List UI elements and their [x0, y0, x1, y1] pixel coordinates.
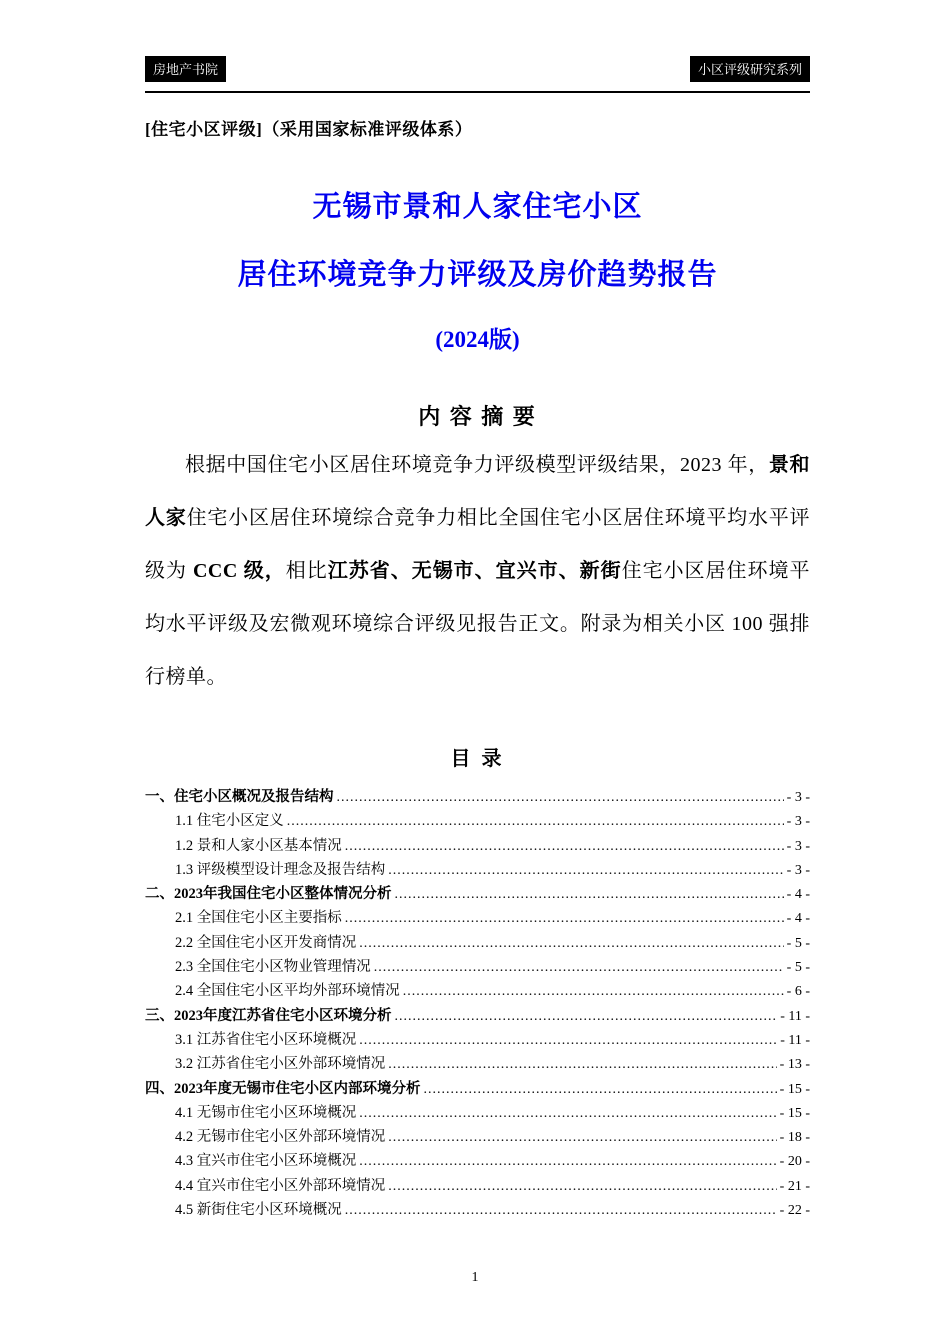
toc-item-label: 4.4 宜兴市住宅小区外部环境情况	[175, 1177, 386, 1194]
header-left-tag: 房地产书院	[145, 56, 226, 82]
toc-item-label: 2.3 全国住宅小区物业管理情况	[175, 959, 371, 976]
summary-segment: 根据中国住宅小区居住环境竞争力评级模型评级结果，2023 年，	[185, 454, 769, 476]
toc-dot-leader	[388, 1056, 776, 1073]
toc-item-label: 4.1 无锡市住宅小区环境概况	[175, 1104, 357, 1121]
summary-heading: 内 容 摘 要	[418, 404, 537, 429]
toc-row	[145, 858, 810, 882]
toc-row	[145, 931, 810, 955]
header-right-tag: 小区评级研究系列	[690, 56, 810, 82]
report-title-block	[145, 184, 810, 354]
toc-item-page: - 3 -	[786, 862, 810, 878]
toc-dot-leader	[388, 862, 783, 879]
toc-item-page: - 3 -	[786, 790, 810, 805]
toc-dot-leader	[359, 1153, 776, 1170]
summary-segment: CCC 级，	[192, 560, 286, 582]
toc-row	[145, 809, 810, 833]
header-divider	[145, 91, 810, 93]
toc-dot-leader	[345, 838, 784, 855]
toc-dot-leader	[374, 959, 784, 976]
summary-segment: 住宅小区居住环境综合竞争力相比全国住宅小区居住环境平均水平评级为	[145, 507, 811, 582]
toc-dot-leader	[359, 1105, 776, 1122]
toc-item-label: 2.2 全国住宅小区开发商情况	[175, 934, 357, 951]
toc-item-page: - 22 -	[779, 1203, 810, 1219]
toc-item-label: 3.2 江苏省住宅小区外部环境情况	[175, 1056, 386, 1073]
summary-segment: 住宅小区居住环境平均水平评级及宏微观环境综合评级见报告正文。附录为相关小区 100 强排行榜单。	[145, 560, 811, 688]
toc-item-page: - 15 -	[779, 1105, 810, 1121]
toc-item-page: - 20 -	[779, 1154, 810, 1170]
toc-item-label: 四、2023年度无锡市住宅小区内部环境分析	[145, 1080, 421, 1097]
toc-row	[145, 1052, 810, 1076]
toc-row	[145, 1174, 810, 1198]
toc-item-label: 1.2 景和人家小区基本情况	[175, 837, 342, 854]
report-title-line1: 无锡市景和人家住宅小区	[312, 191, 643, 223]
toc-item-label: 二、2023年我国住宅小区整体情况分析	[145, 886, 392, 903]
toc-dot-leader	[345, 910, 784, 927]
toc-dot-leader	[287, 813, 784, 830]
toc-item-label: 4.5 新街住宅小区环境概况	[175, 1202, 342, 1219]
toc-item-page: - 15 -	[779, 1081, 810, 1097]
toc-item-page: - 3 -	[786, 814, 810, 830]
summary-paragraph	[145, 439, 810, 704]
toc-list	[145, 785, 810, 1222]
rating-system-note: [住宅小区评级]（采用国家标准评级体系）	[145, 120, 473, 139]
toc-dot-leader	[395, 1008, 778, 1025]
toc-row	[145, 1004, 810, 1028]
toc-dot-leader	[395, 886, 784, 903]
toc-item-label: 1.1 住宅小区定义	[175, 813, 284, 830]
toc-dot-leader	[388, 1129, 776, 1146]
toc-row	[145, 1101, 810, 1125]
toc-heading: 目 录	[450, 748, 505, 770]
toc-item-label: 4.3 宜兴市住宅小区环境概况	[175, 1153, 357, 1170]
toc-dot-leader	[424, 1081, 777, 1098]
toc-item-page: - 21 -	[779, 1178, 810, 1194]
toc-item-page: - 5 -	[786, 960, 810, 976]
toc-item-label: 一、住宅小区概况及报告结构	[145, 789, 334, 805]
toc-item-page: - 4 -	[786, 887, 810, 903]
toc-row	[145, 785, 810, 809]
toc-row	[145, 1125, 810, 1149]
report-title-edition: (2024版)	[435, 327, 520, 352]
toc-item-page: - 11 -	[780, 1032, 810, 1048]
toc-item-page: - 6 -	[786, 984, 810, 1000]
toc-dot-leader	[345, 1202, 777, 1219]
toc-row	[145, 882, 810, 906]
toc-item-label: 4.2 无锡市住宅小区外部环境情况	[175, 1129, 386, 1146]
summary-segment: 江苏省、无锡市、宜兴市、新街	[327, 560, 622, 582]
toc-dot-leader	[337, 789, 784, 806]
toc-row	[145, 1198, 810, 1222]
toc-row	[145, 834, 810, 858]
toc-row	[145, 906, 810, 930]
toc-item-page: - 18 -	[779, 1130, 810, 1146]
toc-item-label: 1.3 评级模型设计理念及报告结构	[175, 861, 386, 878]
toc-item-page: - 3 -	[786, 838, 810, 854]
toc-item-label: 三、2023年度江苏省住宅小区环境分析	[145, 1007, 392, 1024]
toc-row	[145, 1077, 810, 1101]
toc-item-page: - 4 -	[786, 911, 810, 927]
toc-item-page: - 5 -	[786, 935, 810, 951]
toc-item-label: 3.1 江苏省住宅小区环境概况	[175, 1031, 357, 1048]
toc-item-label: 2.1 全国住宅小区主要指标	[175, 910, 342, 927]
toc-dot-leader	[359, 935, 783, 952]
page-number: 1	[471, 1270, 479, 1285]
page-header	[145, 56, 810, 82]
toc-row	[145, 1149, 810, 1173]
toc-row	[145, 955, 810, 979]
toc-dot-leader	[359, 1032, 777, 1049]
toc-item-label: 2.4 全国住宅小区平均外部环境情况	[175, 983, 400, 1000]
toc-row	[145, 1028, 810, 1052]
report-title-line2: 居住环境竞争力评级及房价趋势报告	[237, 259, 718, 291]
toc-dot-leader	[403, 983, 784, 1000]
summary-segment: 景和人家	[145, 454, 810, 529]
toc-item-page: - 11 -	[780, 1008, 810, 1024]
toc-dot-leader	[388, 1178, 776, 1195]
toc-item-page: - 13 -	[779, 1057, 810, 1073]
summary-segment: 相比	[285, 560, 328, 582]
toc-row	[145, 979, 810, 1003]
